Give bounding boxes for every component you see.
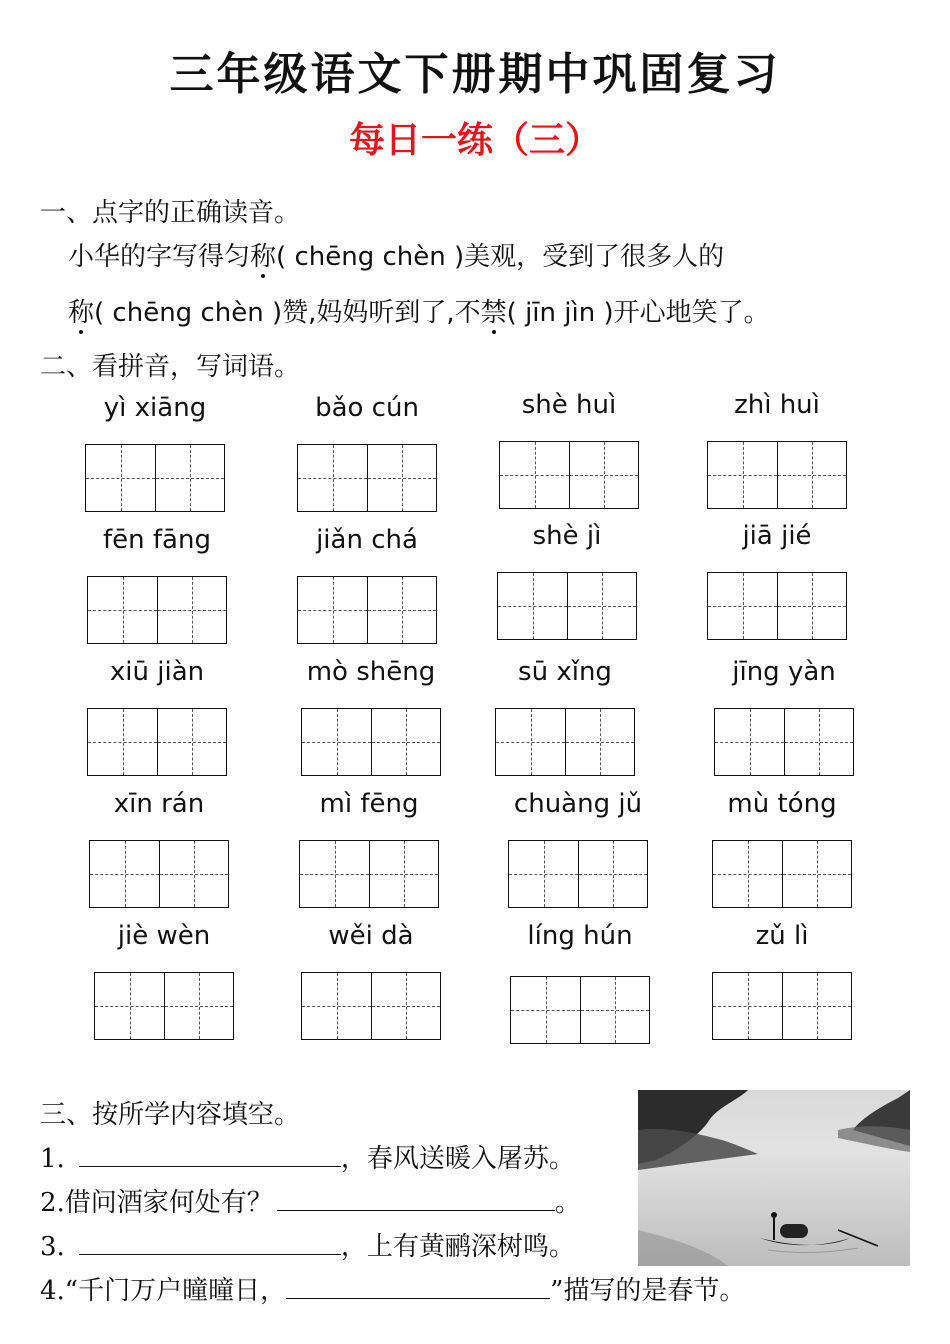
question-2 [40, 1182, 581, 1219]
pinyin-label: líng hún [527, 921, 633, 951]
pinyin-label: jiè wèn [117, 921, 211, 951]
writing-grid[interactable] [712, 972, 852, 1040]
word-item [494, 385, 644, 509]
question-3 [40, 1226, 575, 1263]
pinyin-label: jīng yàn [732, 657, 836, 687]
ink-landscape-illustration [638, 1090, 910, 1266]
dotted-char: 称 [250, 242, 277, 272]
section-1-line-1 [68, 236, 724, 273]
pinyin-label: wěi dà [328, 921, 414, 951]
pinyin-label: bǎo cún [315, 393, 419, 423]
answer-blank-1[interactable] [79, 1142, 341, 1167]
answer-blank-4[interactable] [286, 1274, 550, 1299]
answer-blank-2[interactable] [277, 1186, 555, 1211]
writing-grid[interactable] [87, 708, 227, 776]
answer-blank-3[interactable] [79, 1230, 341, 1255]
writing-grid[interactable] [712, 840, 852, 908]
writing-grid[interactable] [714, 708, 854, 776]
word-item [503, 784, 653, 908]
writing-grid[interactable] [297, 444, 437, 512]
pinyin-label: zhì huì [734, 390, 820, 420]
line-1-text: 小华的字写得匀 [68, 242, 251, 272]
question-1-number: 1. [40, 1144, 65, 1174]
word-item [707, 784, 857, 908]
writing-grid[interactable] [87, 576, 227, 644]
section-1-line-2 [68, 292, 770, 329]
pinyin-label: zǔ lì [755, 921, 809, 951]
word-item [294, 784, 444, 908]
line-2-options: ( chēng chèn )赞,妈妈听到了,不 [94, 298, 481, 328]
word-item [292, 388, 442, 512]
pinyin-label: chuàng jǔ [513, 789, 643, 819]
word-item [89, 916, 239, 1040]
writing-grid[interactable] [495, 708, 635, 776]
word-item [82, 520, 232, 644]
page-title: 三年级语文下册期中巩固复习 [169, 49, 781, 100]
dotted-char: 称 [68, 298, 95, 328]
writing-grid[interactable] [497, 572, 637, 640]
question-2-end: 。 [554, 1188, 581, 1218]
pinyin-label: jiā jié [742, 521, 812, 551]
word-item [296, 916, 446, 1040]
word-item [492, 516, 642, 640]
writing-grid[interactable] [508, 840, 648, 908]
question-2-text: 2.借问酒家何处有？ [40, 1188, 273, 1218]
page-subtitle: 每日一练（三） [348, 119, 601, 161]
pinyin-label: shè huì [521, 390, 617, 420]
pinyin-label: mò shēng [306, 657, 436, 687]
word-item [296, 652, 446, 776]
word-item [490, 652, 640, 776]
pinyin-label: jiǎn chá [316, 525, 418, 555]
section-2-heading: 二、看拼音，写词语。 [40, 352, 301, 382]
writing-grid[interactable] [707, 441, 847, 509]
word-item [80, 388, 230, 512]
writing-grid[interactable] [94, 972, 234, 1040]
word-item [702, 516, 852, 640]
word-item [82, 652, 232, 776]
question-1-text: ，春风送暖入屠苏。 [340, 1144, 575, 1174]
pinyin-label: mù tóng [727, 789, 837, 819]
pinyin-label: shè jì [532, 521, 602, 551]
word-item [707, 916, 857, 1040]
section-3-heading: 三、按所学内容填空。 [40, 1100, 301, 1130]
section-1-heading: 一、点字的正确读音。 [40, 198, 301, 228]
line-2-options-2: ( jīn jìn )开心地笑了。 [506, 298, 770, 328]
writing-grid[interactable] [301, 708, 441, 776]
line-1-options: ( chēng chèn )美观，受到了很多人的 [276, 242, 725, 272]
word-item [292, 520, 442, 644]
question-3-text: ，上有黄鹂深树鸣。 [340, 1232, 575, 1262]
pinyin-label: sū xǐng [518, 657, 612, 687]
word-item [84, 784, 234, 908]
pinyin-label: fēn fāng [103, 525, 211, 555]
question-4-end: ”描写的是春节。 [550, 1276, 746, 1306]
writing-grid[interactable] [299, 840, 439, 908]
writing-grid[interactable] [301, 972, 441, 1040]
writing-grid[interactable] [89, 840, 229, 908]
word-item [702, 385, 852, 509]
writing-grid[interactable] [707, 572, 847, 640]
writing-grid[interactable] [85, 444, 225, 512]
pinyin-label: yì xiāng [103, 393, 207, 423]
dotted-char: 禁 [480, 298, 507, 328]
word-item [709, 652, 859, 776]
pinyin-label: mì fēng [319, 789, 419, 819]
writing-grid[interactable] [297, 576, 437, 644]
word-item [505, 916, 655, 1044]
writing-grid[interactable] [499, 441, 639, 509]
question-3-number: 3. [40, 1232, 65, 1262]
question-4 [40, 1270, 745, 1307]
pinyin-label: xiū jiàn [109, 657, 205, 687]
question-1 [40, 1138, 575, 1175]
pinyin-label: xīn rán [113, 789, 205, 819]
question-4-text: 4.“千门万户曈曈日， [40, 1276, 287, 1306]
writing-grid[interactable] [510, 976, 650, 1044]
